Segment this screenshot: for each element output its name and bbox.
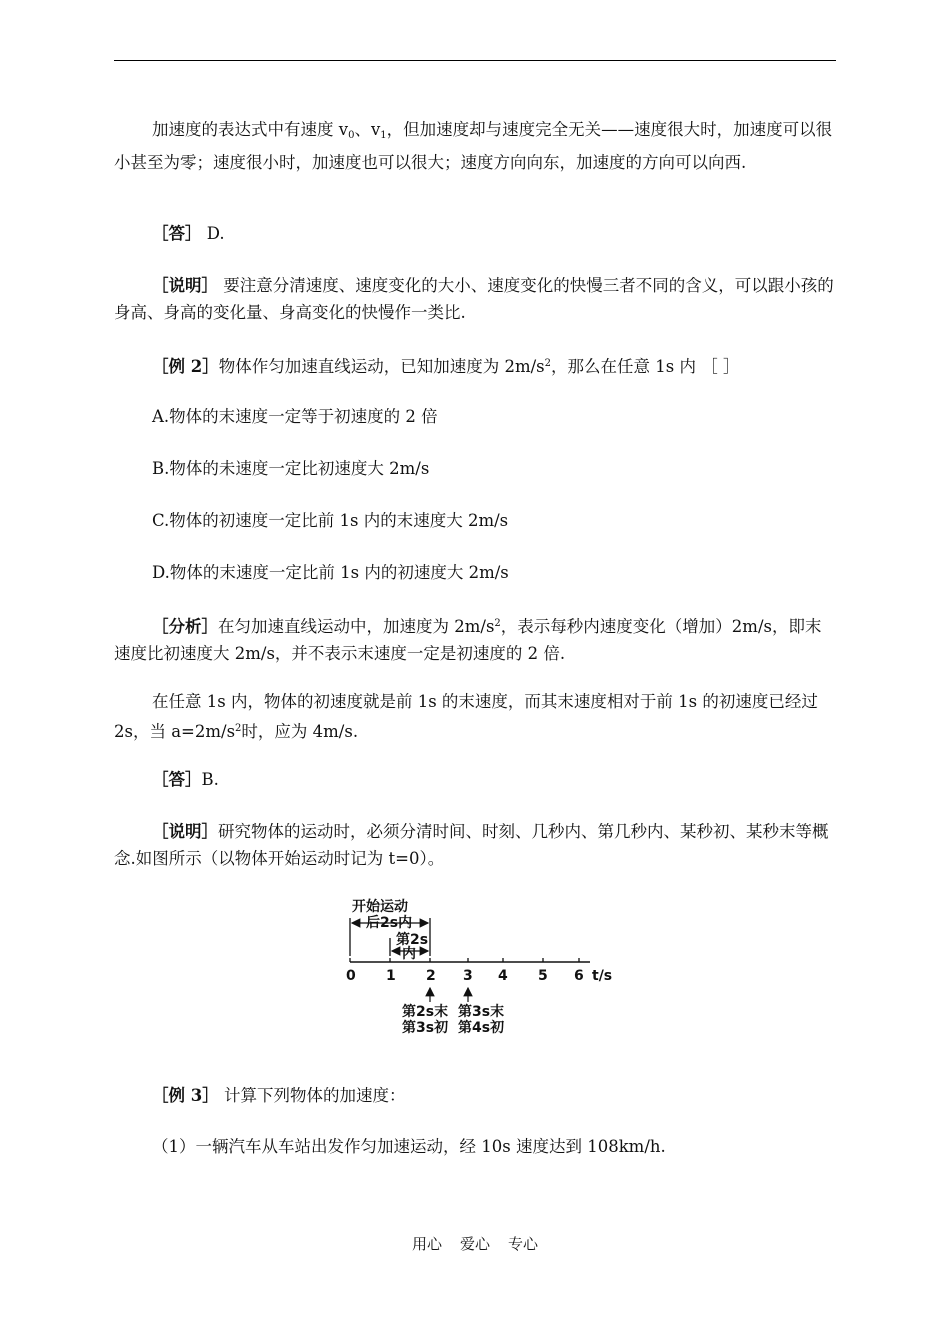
analysis-text-a: 在匀加速直线运动中，加速度为 2m/s [218,617,495,636]
p1-text-b: 、v [354,120,381,139]
axis-unit-label: t/s [592,968,613,984]
option-d: D.物体的末速度一定比前 1s 内的初速度大 2m/s [152,563,509,582]
subscript-0: 0 [348,130,355,141]
footer-word-3: 专心 [508,1235,539,1253]
tick-label-3: 3 [463,968,473,984]
example-2-question [114,350,836,380]
note-label: ［说明］ [152,822,218,841]
tick-label-2: 2 [426,968,436,984]
time-axis-figure [330,892,630,1042]
mark-a-label-2: 第3s初 [402,1020,449,1036]
p1-text-a: 加速度的表达式中有速度 v [152,120,349,139]
subscript-1: 1 [380,130,387,141]
question-1: （1）一辆汽车从车站出发作匀加速运动，经 10s 速度达到 108km/h. [152,1137,666,1156]
tick-label-1: 1 [386,968,396,984]
answer-1 [114,220,836,247]
answer-text: B. [201,770,219,789]
note-text: 要注意分清速度、速度变化的大小、速度变化的快慢三者不同的含义，可以跟小孩的身高、身高的变化量、身高变化的快慢作一类比. [114,276,834,322]
analysis-text-b: ，表示每秒内速度变化（增加）2m/s，即末速度比初速度大 2m/s，并不表示末速度一定是初速度的 2 倍. [114,617,822,663]
example2-text-b: ，那么在任意 1s 内 ［ ］ [551,357,740,376]
answer-2 [114,766,836,793]
tick-label-5: 5 [538,968,548,984]
analysis-paragraph [114,610,836,667]
mark-a-label-1: 第2s末 [402,1004,449,1020]
example-label: ［例 2］ [152,357,219,376]
mark-b-label-2: 第4s初 [458,1020,505,1036]
footer-word-1: 用心 [411,1235,442,1253]
option-c: C.物体的初速度一定比前 1s 内的末速度大 2m/s [152,511,509,530]
analysis-label: ［分析］ [152,617,218,636]
any-second-paragraph [114,688,836,745]
answer-label: ［答］ [152,770,202,789]
tick-label-0: 0 [346,968,356,984]
second-2s-label-1: 第2s [396,932,429,948]
page-footer [0,1233,950,1254]
superscript-2: 2 [494,618,501,629]
superscript-2: 2 [235,723,242,734]
tick-label-6: 6 [574,968,584,984]
second-2s-label-2: 内 [402,946,416,962]
note-text: 研究物体的运动时，必须分清时间、时刻、几秒内、第几秒内、某秒初、某秒末等概念.如图所示（以物体开始运动时记为 t=0）。 [114,822,829,868]
any-text-b: 时，应为 4m/s. [241,722,359,741]
answer-text: D. [201,224,225,243]
p1-text-c: ，但加速度却与速度完全无关——速度很大时，加速度可以很小甚至为零；速度很小时，加速度也可以很大；速度方向向东，加速度的方向可以向西. [114,120,833,172]
example-3 [114,1082,836,1109]
option-a: A.物体的末速度一定等于初速度的 2 倍 [152,407,438,426]
note-2 [114,818,836,872]
paragraph-acceleration-velocity [114,116,836,176]
tick-label-4: 4 [498,968,508,984]
superscript-2: 2 [544,358,552,369]
note-1 [114,272,836,326]
answer-label: ［答］ [152,224,202,243]
option-b: B.物体的未速度一定比初速度大 2m/s [152,459,430,478]
any-text-a: 在任意 1s 内，物体的初速度就是前 1s 的末速度，而其末速度相对于前 1s 的初速度已经过 2s，当 a=2m/s [114,692,818,741]
mark-b-label-1: 第3s末 [458,1004,505,1020]
note-label: ［说明］ [152,276,218,295]
example3-text: 计算下列物体的加速度： [218,1086,406,1105]
start-motion-label: 开始运动 [352,899,408,915]
example-label: ［例 3］ [152,1086,219,1105]
last-2s-label: 后2s内 [366,915,413,931]
example2-text-a: 物体作匀加速直线运动，已知加速度为 2m/s [218,357,545,376]
footer-word-2: 爱心 [459,1235,490,1253]
header-rule [114,60,836,61]
